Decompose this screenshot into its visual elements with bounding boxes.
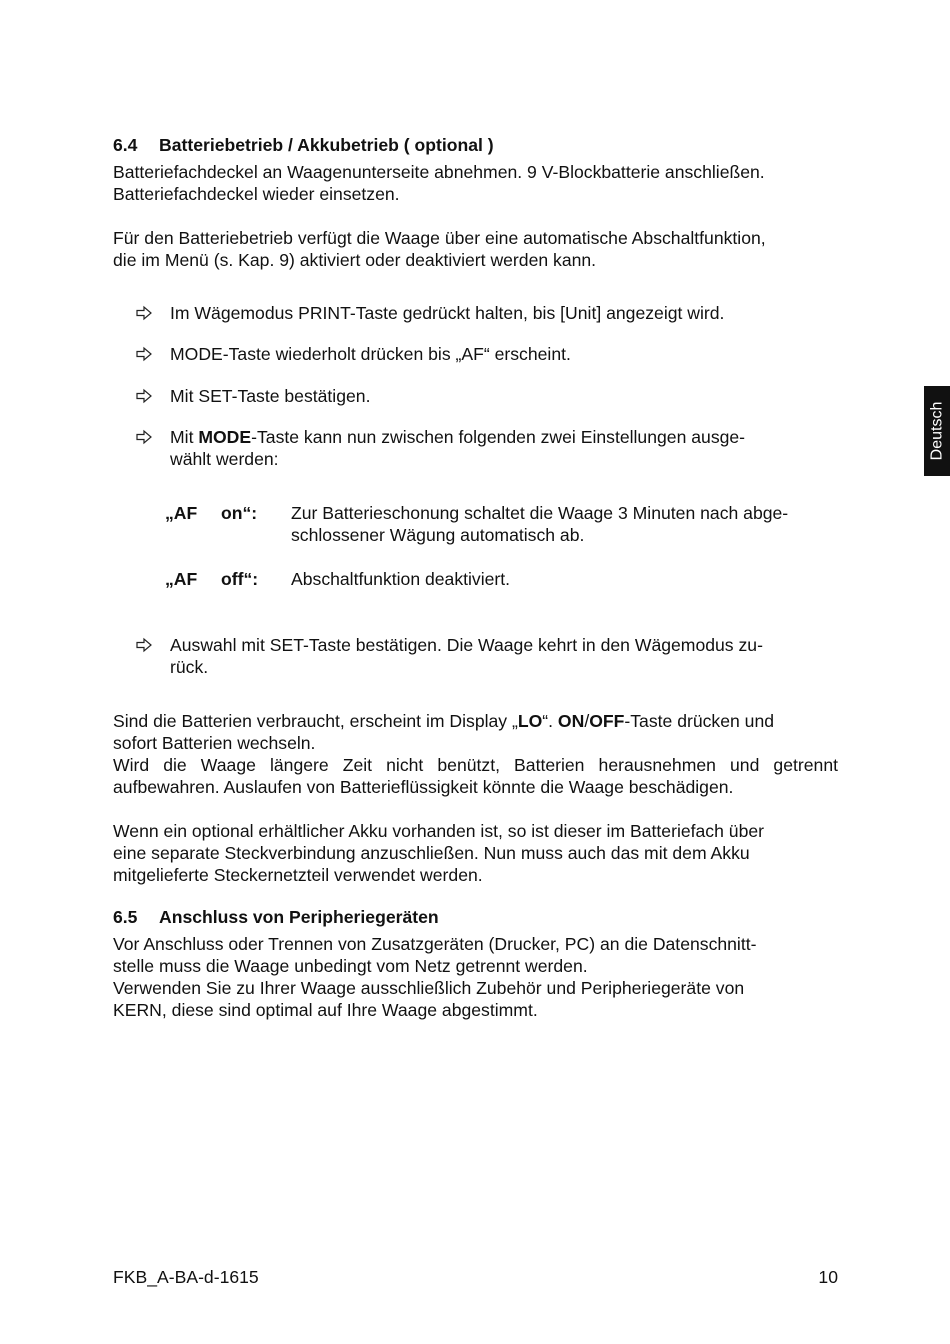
af-option-on [165, 502, 845, 546]
af-option-desc-line-1: Abschaltfunktion deaktiviert. [291, 569, 511, 589]
akku-line-3: mitgelieferte Steckernetzteil verwendet werden. [113, 865, 483, 885]
step-text: MODE-Taste wiederholt drücken bis „AF“ erscheint. [170, 344, 571, 364]
step-item [135, 385, 835, 407]
af-option-label [165, 568, 285, 590]
battery-install-paragraph [113, 161, 838, 205]
auto-off-paragraph [113, 227, 838, 271]
battery-low-text: “. [542, 711, 558, 731]
language-tab [924, 386, 950, 476]
af-option-desc-line-2: schlossener Wägung automatisch ab. [291, 525, 585, 545]
battery-install-line-1: Batteriefachdeckel an Waagenunterseite abnehmen. 9 V-Blockbatterie anschließen. [113, 162, 765, 182]
af-option-desc-line-1: Zur Batterieschonung schaltet die Waage 3 Minuten nach abge- [291, 503, 789, 523]
battery-low-text: -Taste drücken und [624, 711, 775, 731]
step-item [135, 634, 835, 678]
akku-paragraph [113, 820, 838, 886]
step-text: Mit SET-Taste bestätigen. [170, 386, 371, 406]
section-6-5-heading [113, 906, 838, 928]
step-text-pre: Mit [170, 427, 199, 447]
af-option-off [165, 568, 845, 590]
battery-low-line-1 [113, 710, 838, 732]
arrow-right-icon [135, 343, 155, 365]
section-6-4-number: 6.4 [113, 135, 138, 155]
step-text-line-1 [170, 426, 835, 448]
auto-off-line-1: Für den Batteriebetrieb verfügt die Waage über eine automatische Abschaltfunktion, [113, 228, 766, 248]
section-6-5-number: 6.5 [113, 907, 138, 927]
peripheral-line-3: Verwenden Sie zu Ihrer Waage ausschließlich Zubehör und Peripheriegeräte von [113, 978, 745, 998]
language-tab-label: Deutsch [928, 401, 946, 461]
arrow-right-icon [135, 385, 155, 407]
akku-line-2: eine separate Steckverbindung anzuschließen. Nun muss auch das mit dem Akku [113, 843, 750, 863]
af-option-key: „AF [165, 503, 198, 523]
step-item [135, 426, 835, 470]
auto-off-line-2: die im Menü (s. Kap. 9) aktiviert oder deaktiviert werden kann. [113, 250, 597, 270]
step-text-line-2: rück. [170, 657, 209, 677]
akku-line-1: Wenn ein optional erhältlicher Akku vorhanden ist, so ist dieser im Batteriefach über [113, 821, 764, 841]
page-number: 10 [818, 1267, 838, 1287]
section-6-4-title: Batteriebetrieb / Akkubetrieb ( optional ) [159, 135, 494, 155]
arrow-right-icon [135, 634, 155, 656]
storage-paragraph: Wird die Waage längere Zeit nicht benützt, Batterien herausnehmen und getrennt aufbewahren. Auslaufen von Batterieflüssigkeit könnte die Waage beschädigen. [113, 755, 838, 797]
battery-low-text: Sind die Batterien verbraucht, erscheint im Display „ [113, 711, 518, 731]
step-text-post: -Taste kann nun zwischen folgenden zwei Einstellungen ausge- [251, 427, 746, 447]
lo-display-code: LO [517, 711, 543, 731]
mode-key: MODE [198, 427, 252, 447]
section-6-5-title: Anschluss von Peripheriegeräten [159, 907, 439, 927]
step-text [170, 426, 835, 470]
off-key: OFF [589, 711, 625, 731]
on-key: ON [557, 711, 585, 731]
peripheral-paragraph [113, 933, 838, 1021]
battery-low-paragraph [113, 710, 838, 798]
step-item [135, 302, 835, 324]
step-text: Im Wägemodus PRINT-Taste gedrückt halten, bis [Unit] angezeigt wird. [170, 303, 725, 323]
step-item [135, 343, 835, 365]
section-6-4-heading [113, 134, 838, 156]
key-separator: / [584, 711, 590, 731]
step-text [170, 634, 835, 678]
af-option-value: off“: [221, 569, 259, 589]
peripheral-line-4: KERN, diese sind optimal auf Ihre Waage abgestimmt. [113, 1000, 538, 1020]
af-option-description [291, 502, 845, 546]
af-option-key: „AF [165, 569, 198, 589]
document-id: FKB_A-BA-d-1615 [113, 1267, 259, 1287]
arrow-right-icon [135, 426, 155, 448]
af-option-description [291, 568, 845, 590]
battery-low-line-2: sofort Batterien wechseln. [113, 733, 316, 753]
peripheral-line-2: stelle muss die Waage unbedingt vom Netz getrennt werden. [113, 956, 588, 976]
af-option-value: on“: [221, 503, 258, 523]
af-option-label [165, 502, 285, 524]
step-text-line-2: wählt werden: [170, 449, 279, 469]
arrow-right-icon [135, 302, 155, 324]
peripheral-line-1: Vor Anschluss oder Trennen von Zusatzgeräten (Drucker, PC) an die Datenschnitt- [113, 934, 757, 954]
battery-install-line-2: Batteriefachdeckel wieder einsetzen. [113, 184, 400, 204]
step-text-line-1: Auswahl mit SET-Taste bestätigen. Die Waage kehrt in den Wägemodus zu- [170, 635, 763, 655]
